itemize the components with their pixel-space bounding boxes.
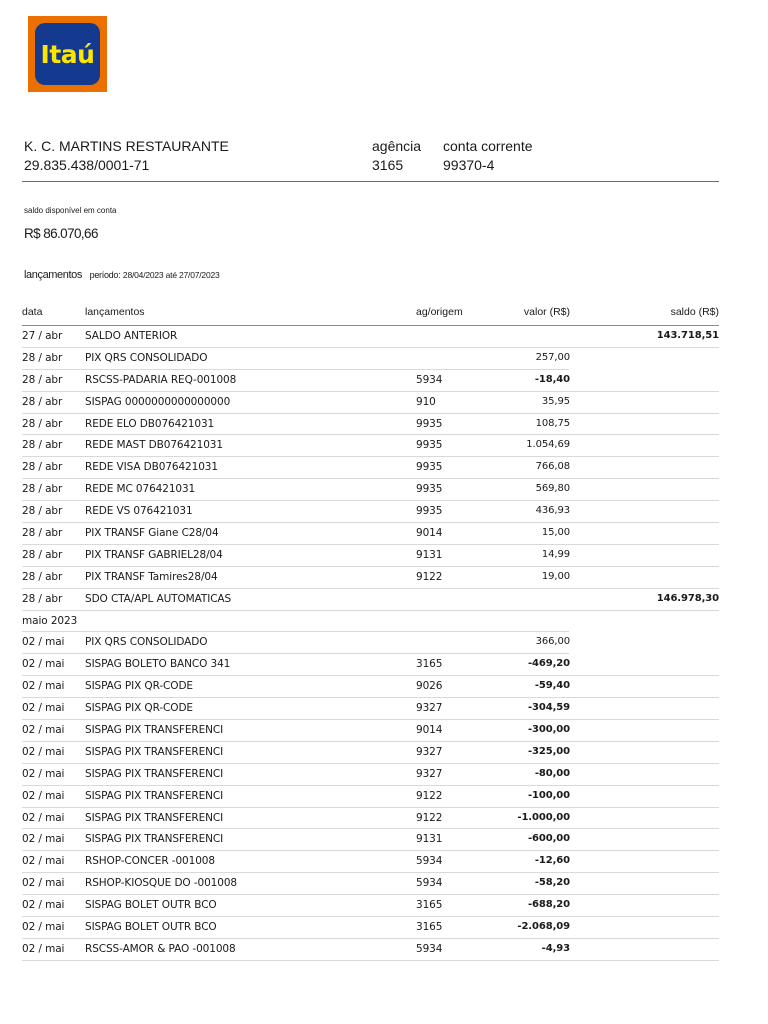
table-row [22,917,719,939]
row-date: 02 / mai [22,833,65,846]
row-date: 28 / abr [22,505,63,518]
saldo-value: R$ 86.070,66 [24,226,98,241]
table-row [22,808,719,830]
row-description: SISPAG 0000000000000000 [85,395,231,408]
table-row [22,479,719,501]
row-description: SISPAG BOLETO BANCO 341 [85,658,231,671]
table-row [22,720,719,742]
row-ag-origem: 5934 [416,942,443,955]
conta-number: 99370-4 [443,157,495,173]
row-valor: 19,00 [541,570,570,582]
row-description: SISPAG PIX TRANSFERENCI [85,789,224,802]
row-ag-origem: 3165 [416,921,443,934]
itau-logo-text: Itaú [40,39,95,69]
row-description: REDE MC 076421031 [85,483,196,496]
table-row [22,851,719,873]
row-description: PIX TRANSF Giane C28/04 [85,527,219,540]
lancamentos-heading [24,269,220,281]
table-header [22,306,719,325]
lancamentos-title: lançamentos [24,269,82,281]
row-ag-origem: 5934 [416,877,443,890]
row-description: RSHOP-CONCER -001008 [85,855,215,868]
row-description: PIX QRS CONSOLIDADO [85,351,208,364]
row-ag-origem: 9935 [416,461,443,474]
row-date: 02 / mai [22,877,65,890]
table-row [22,457,719,479]
table-row [22,545,719,567]
row-ag-origem: 910 [416,395,436,408]
row-valor: -600,00 [527,833,570,845]
row-description: PIX TRANSF GABRIEL28/04 [85,548,223,561]
row-description: SISPAG BOLET OUTR BCO [85,899,217,912]
table-row [22,895,719,917]
table-row [22,654,719,676]
table-row [22,392,719,414]
row-valor: 14,99 [541,548,570,560]
row-ag-origem: 9935 [416,483,443,496]
row-ag-origem: 9327 [416,767,443,780]
periodo-label: período: [89,270,121,280]
row-ag-origem: 9122 [416,789,443,802]
itau-logo [28,16,107,92]
row-valor: -304,59 [527,702,570,714]
row-date: 02 / mai [22,724,65,737]
table-row [22,435,719,457]
saldo-label: saldo disponível em conta [24,206,117,215]
row-date: 02 / mai [22,811,65,824]
row-date: 02 / mai [22,702,65,715]
row-description: SISPAG PIX TRANSFERENCI [85,811,224,824]
row-date: 02 / mai [22,658,65,671]
itau-logo-badge [35,23,100,85]
row-description: PIX TRANSF Tamires28/04 [85,570,218,583]
row-ag-origem: 9122 [416,570,443,583]
row-date: 02 / mai [22,789,65,802]
row-date: 28 / abr [22,548,63,561]
row-ag-origem: 9014 [416,527,443,540]
header-lancamentos: lançamentos [85,306,145,318]
row-ag-origem: 9935 [416,505,443,518]
account-holder [24,137,229,175]
row-valor: -300,00 [527,724,570,736]
row-description: SISPAG PIX QR-CODE [85,702,193,715]
row-date: 28 / abr [22,570,63,583]
table-row [22,370,719,392]
row-valor: -12,60 [534,855,570,867]
table-row [22,764,719,786]
row-date: 02 / mai [22,636,65,649]
table-row [22,742,719,764]
conta-label: conta corrente [443,138,533,154]
table-row [22,632,719,654]
row-date: 28 / abr [22,351,63,364]
row-valor: 569,80 [535,483,570,495]
row-date: 28 / abr [22,417,63,430]
agency-info [372,137,421,175]
row-description: REDE VS 076421031 [85,505,193,518]
table-row [22,501,719,523]
row-ag-origem: 3165 [416,899,443,912]
table-row [22,939,719,961]
row-date: 28 / abr [22,592,63,605]
row-valor: -2.068,09 [517,921,570,933]
row-date: 02 / mai [22,745,65,758]
company-name: K. C. MARTINS RESTAURANTE [24,138,229,154]
agencia-label: agência [372,138,422,154]
row-valor: 366,00 [535,636,570,648]
row-ag-origem: 9131 [416,548,443,561]
row-valor: 1.054,69 [526,439,570,451]
header-divider [22,181,719,182]
row-valor: -325,00 [527,745,570,757]
row-ag-origem: 9327 [416,745,443,758]
row-ag-origem: 5934 [416,373,443,386]
table-row [22,326,719,348]
transactions-table [22,326,719,961]
table-row [22,829,719,851]
row-date: 02 / mai [22,899,65,912]
row-description: SISPAG PIX TRANSFERENCI [85,724,224,737]
company-cnpj: 29.835.438/0001-71 [24,157,150,173]
row-valor: -58,20 [534,877,570,889]
row-saldo: 146.978,30 [656,592,719,604]
table-row [22,567,719,589]
row-valor: -18,40 [534,373,570,385]
row-ag-origem: 3165 [416,658,443,671]
row-date: 27 / abr [22,330,63,342]
row-ag-origem: 9014 [416,724,443,737]
row-valor: -1.000,00 [517,811,570,823]
row-ag-origem: 9935 [416,439,443,452]
row-date: 02 / mai [22,921,65,934]
row-divider [22,960,719,961]
row-saldo: 143.718,51 [656,330,719,341]
row-date: 02 / mai [22,767,65,780]
row-date: 28 / abr [22,483,63,496]
header-ag-origem: ag/origem [416,306,463,318]
row-valor: 766,08 [535,461,570,473]
row-description: REDE MAST DB076421031 [85,439,223,452]
table-row [22,698,719,720]
row-valor: -4,93 [541,942,570,954]
row-ag-origem: 9935 [416,417,443,430]
row-description: RSCSS-AMOR & PAO -001008 [85,942,236,955]
header-valor: valor (R$) [523,306,570,318]
row-valor: -80,00 [534,767,570,779]
table-row [22,873,719,895]
row-description: RSCSS-PADARIA REQ-001008 [85,373,237,386]
row-date: 02 / mai [22,942,65,955]
row-description: SDO CTA/APL AUTOMATICAS [85,592,232,605]
agencia-number: 3165 [372,157,404,173]
row-valor: -469,20 [527,658,570,670]
table-row [22,414,719,436]
row-description: REDE VISA DB076421031 [85,461,218,474]
row-date: 28 / abr [22,439,63,452]
table-row [22,589,719,611]
row-description: SISPAG PIX TRANSFERENCI [85,745,224,758]
header-saldo: saldo (R$) [670,306,719,318]
row-date: 02 / mai [22,680,65,693]
row-ag-origem: 9131 [416,833,443,846]
row-date: 02 / mai [22,855,65,868]
row-date: 28 / abr [22,461,63,474]
row-ag-origem: 9327 [416,702,443,715]
table-row [22,523,719,545]
row-valor: -59,40 [534,680,570,692]
row-description: SISPAG BOLET OUTR BCO [85,921,217,934]
table-row [22,611,719,633]
table-row [22,676,719,698]
row-date: 28 / abr [22,527,63,540]
row-valor: 436,93 [535,505,570,517]
row-description: SISPAG PIX TRANSFERENCI [85,767,224,780]
row-description: SISPAG PIX TRANSFERENCI [85,833,224,846]
row-valor: 15,00 [541,527,570,539]
row-valor: -688,20 [527,899,570,911]
row-ag-origem: 5934 [416,855,443,868]
table-row [22,348,719,370]
row-description: PIX QRS CONSOLIDADO [85,636,208,649]
row-date: 28 / abr [22,395,63,408]
row-valor: 35,95 [541,395,570,407]
periodo-range: 28/04/2023 até 27/07/2023 [122,270,220,280]
row-date: maio 2023 [22,614,78,627]
account-info [443,137,533,175]
row-description: RSHOP-KIOSQUE DO -001008 [85,877,238,890]
header-data: data [22,306,43,318]
row-description: REDE ELO DB076421031 [85,417,215,430]
row-ag-origem: 9026 [416,680,443,693]
row-description: SALDO ANTERIOR [85,330,178,342]
row-ag-origem: 9122 [416,811,443,824]
row-valor: 108,75 [535,417,570,429]
row-description: SISPAG PIX QR-CODE [85,680,193,693]
row-valor: -100,00 [527,789,570,801]
row-date: 28 / abr [22,373,63,386]
table-row [22,786,719,808]
row-valor: 257,00 [535,351,570,363]
